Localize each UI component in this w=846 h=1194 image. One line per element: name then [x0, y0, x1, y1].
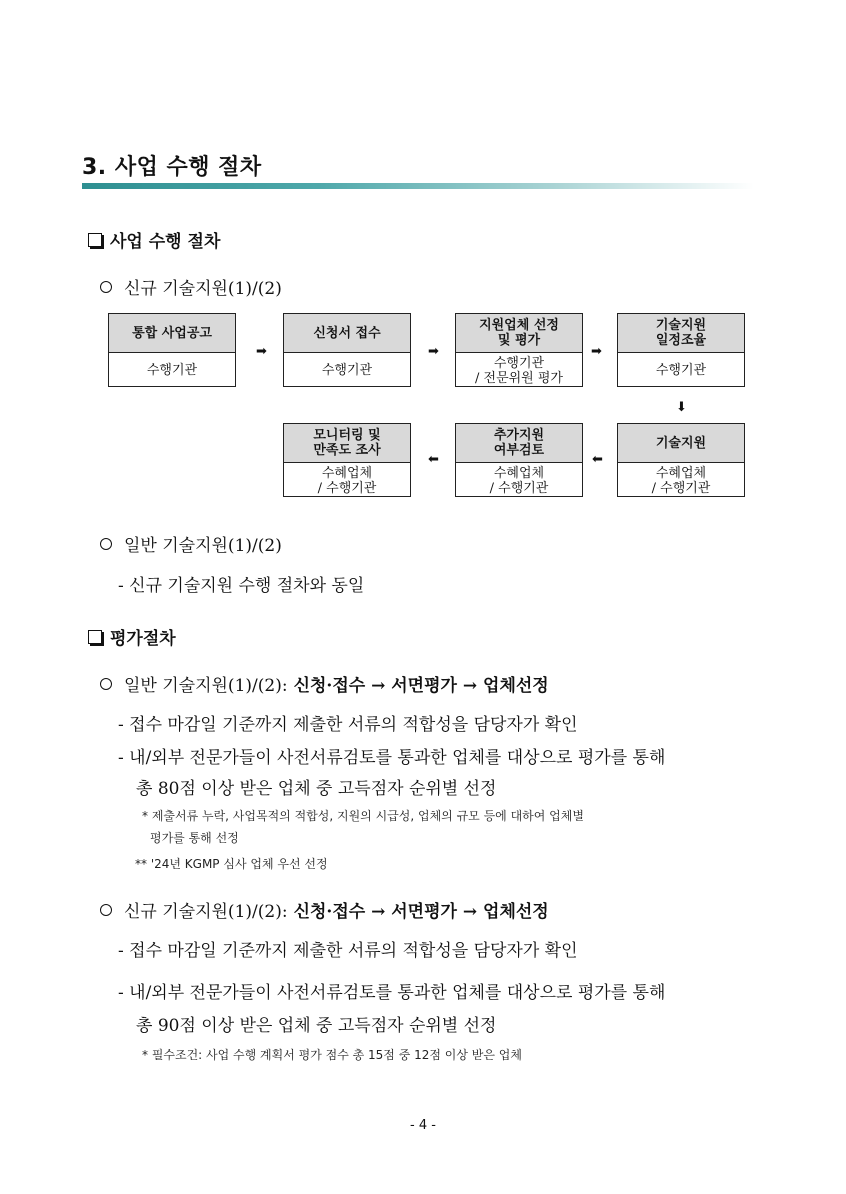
checkbox-square-icon [88, 630, 102, 644]
bullet-label: 신규 기술지원(1)/(2): [124, 902, 288, 922]
bullet-label: 일반 기술지원(1)/(2): [124, 676, 288, 696]
arrow-right-icon: ➡ [591, 344, 602, 359]
flow-box-header: 기술지원 일정조율 [618, 314, 744, 353]
bullet-steps: 신청·접수 → 서면평가 → 업체선정 [293, 676, 549, 696]
flow-box-announcement [108, 313, 236, 387]
flow-box-body: 수혜업체 / 수행기관 [489, 465, 549, 496]
flow-box-body: 수혜업체 / 수행기관 [651, 465, 711, 496]
flow-box-header: 추가지원 여부검토 [456, 424, 582, 463]
bullet-steps: 신청·접수 → 서면평가 → 업체선정 [293, 902, 549, 922]
dash-expert-evaluation: - 내/외부 전문가들이 사전서류검토를 통과한 업체를 대상으로 평가를 통해 [118, 748, 666, 768]
flow-box-scheduling [617, 313, 745, 387]
flow-box-header: 기술지원 [618, 424, 744, 463]
title-underline [82, 183, 754, 189]
flow-box-body: 수행기관 [146, 363, 198, 378]
footnote-priority: ** '24년 KGMP 심사 업체 우선 선정 [135, 857, 328, 871]
page-number: - 4 - [410, 1118, 436, 1133]
arrow-left-icon: ⬅ [428, 452, 439, 467]
bullet-new-evaluation [100, 897, 549, 922]
circle-bullet-icon [100, 678, 112, 690]
section-title-procedure [88, 227, 220, 252]
flow-box-header: 지원업체 선정 및 평가 [456, 314, 582, 353]
arrow-left-icon: ⬅ [592, 452, 603, 467]
bullet-general-support [100, 531, 282, 556]
checkbox-square-icon [88, 233, 102, 247]
dash-expert-evaluation-cont: 총 90점 이상 받은 업체 중 고득점자 순위별 선정 [136, 1016, 497, 1036]
dash-check-documents: - 접수 마감일 기준까지 제출한 서류의 적합성을 담당자가 확인 [118, 941, 578, 961]
arrow-right-icon: ➡ [256, 344, 267, 359]
section-title-text: 사업 수행 절차 [110, 232, 221, 252]
section-title-evaluation [88, 624, 176, 649]
dash-check-documents: - 접수 마감일 기준까지 제출한 서류의 적합성을 담당자가 확인 [118, 715, 578, 735]
flow-box-body: 수혜업체 / 수행기관 [317, 465, 377, 496]
flow-box-tech-support [617, 423, 745, 497]
footnote-criteria: * 제출서류 누락, 사업목적의 적합성, 지원의 시급성, 업체의 규모 등에 대하여 업체별 [142, 809, 584, 823]
flow-box-header: 모니터링 및 만족도 조사 [284, 424, 410, 463]
dash-expert-evaluation: - 내/외부 전문가들이 사전서류검토를 통과한 업체를 대상으로 평가를 통해 [118, 983, 666, 1003]
flow-box-additional-review [455, 423, 583, 497]
flow-box-body: 수행기관 / 전문위원 평가 [475, 355, 563, 386]
bullet-new-support [100, 274, 282, 299]
arrow-down-icon: ⬇ [676, 400, 687, 415]
arrow-right-icon: ➡ [428, 344, 439, 359]
page-title: 3. 사업 수행 절차 [82, 155, 262, 180]
flow-box-selection [455, 313, 583, 387]
bullet-text: 신규 기술지원(1)/(2) [124, 279, 282, 299]
flow-box-header: 신청서 접수 [284, 314, 410, 353]
flow-box-body: 수행기관 [321, 363, 373, 378]
circle-bullet-icon [100, 538, 112, 550]
dash-same-procedure: - 신규 기술지원 수행 절차와 동일 [118, 576, 365, 596]
dash-expert-evaluation-cont: 총 80점 이상 받은 업체 중 고득점자 순위별 선정 [136, 779, 497, 799]
footnote-criteria-cont: 평가를 통해 선정 [150, 831, 239, 845]
flow-box-header: 통합 사업공고 [109, 314, 235, 353]
flow-box-monitoring [283, 423, 411, 497]
section-title-text: 평가절차 [110, 629, 176, 649]
flow-box-application [283, 313, 411, 387]
bullet-text: 일반 기술지원(1)/(2) [124, 536, 282, 556]
circle-bullet-icon [100, 904, 112, 916]
bullet-general-evaluation [100, 671, 549, 696]
flow-box-body: 수행기관 [655, 363, 707, 378]
circle-bullet-icon [100, 281, 112, 293]
footnote-requirement: * 필수조건: 사업 수행 계획서 평가 점수 총 15점 중 12점 이상 받은 업체 [142, 1048, 522, 1062]
